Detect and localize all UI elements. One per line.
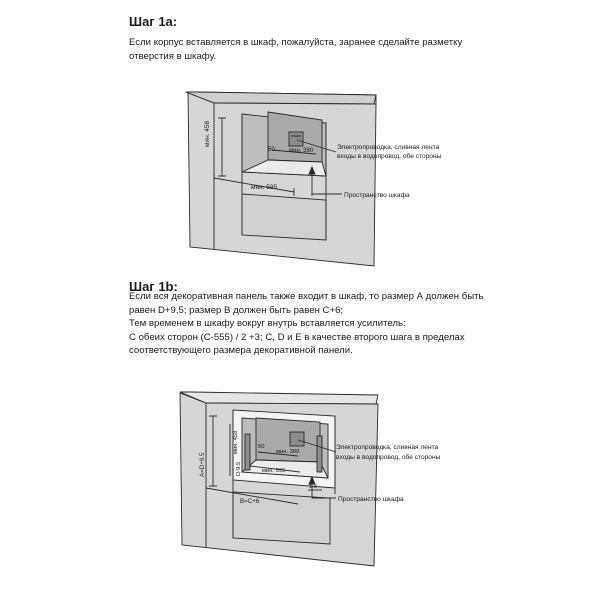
step-1b-line-1: Если вся декоративная панель также входит в шкаф, то размер А должен быть <box>129 291 484 302</box>
step-1a-line-2: отверстия в шкафу. <box>129 50 217 62</box>
callout-wiring-line-2: входы в водопровод, обе стороны <box>336 454 441 461</box>
dim-d-label: D-9.5 <box>236 461 242 476</box>
dim-height-label: мин. 458 <box>233 430 239 454</box>
step-1a-line-1: Если корпус вставляется в шкаф, пожалуйста, заранее сделайте разметку <box>129 37 463 48</box>
step-1b-line-3: Тем временем в шкафу вокруг внутрь вставляется усилитель: <box>129 318 406 330</box>
dim-b-label: В=С+6 <box>240 498 260 505</box>
callout-wiring-line-2: входы в водопровод, обе стороны <box>337 153 442 160</box>
step-1b-line-2: равен D+9,5; размер В должен быть равен С+6; <box>129 304 344 316</box>
step-1a-title: Шаг 1а: <box>129 14 178 29</box>
step-1b-line-5: соответствующего размера декоративной панели. <box>129 345 353 357</box>
dim-depth-label: мин. 380 <box>276 449 300 455</box>
dim-depth-label: мин. 380 <box>289 148 314 154</box>
dim-height-label: мин. 458 <box>204 120 211 147</box>
callout-wiring-line-1: Электропроводка, сливная лента <box>337 144 440 151</box>
callout-space-label: Пространство шкафа <box>338 496 404 503</box>
dim-gap-label: 1.5 <box>309 484 318 490</box>
dim-small-label: 50 <box>268 147 275 153</box>
step-1b-line-4: С обеих сторон (С-555) / 2 +3; С, D и E в качестве второго шага в пределах <box>129 331 465 343</box>
step-1b-title: Шаг 1b: <box>129 279 178 294</box>
dim-small-label: 50 <box>258 444 265 450</box>
dim-width-label: мин. 595 <box>262 468 286 474</box>
cabinet-top-slab <box>180 392 378 404</box>
dim-a-label: А=D+9.5 <box>199 452 206 477</box>
callout-wiring-line-1: Электропроводка, сливная лента <box>336 444 439 451</box>
callout-space-label: Пространство шкафа <box>344 192 410 199</box>
dim-width-label: мин. 595 <box>251 184 278 191</box>
